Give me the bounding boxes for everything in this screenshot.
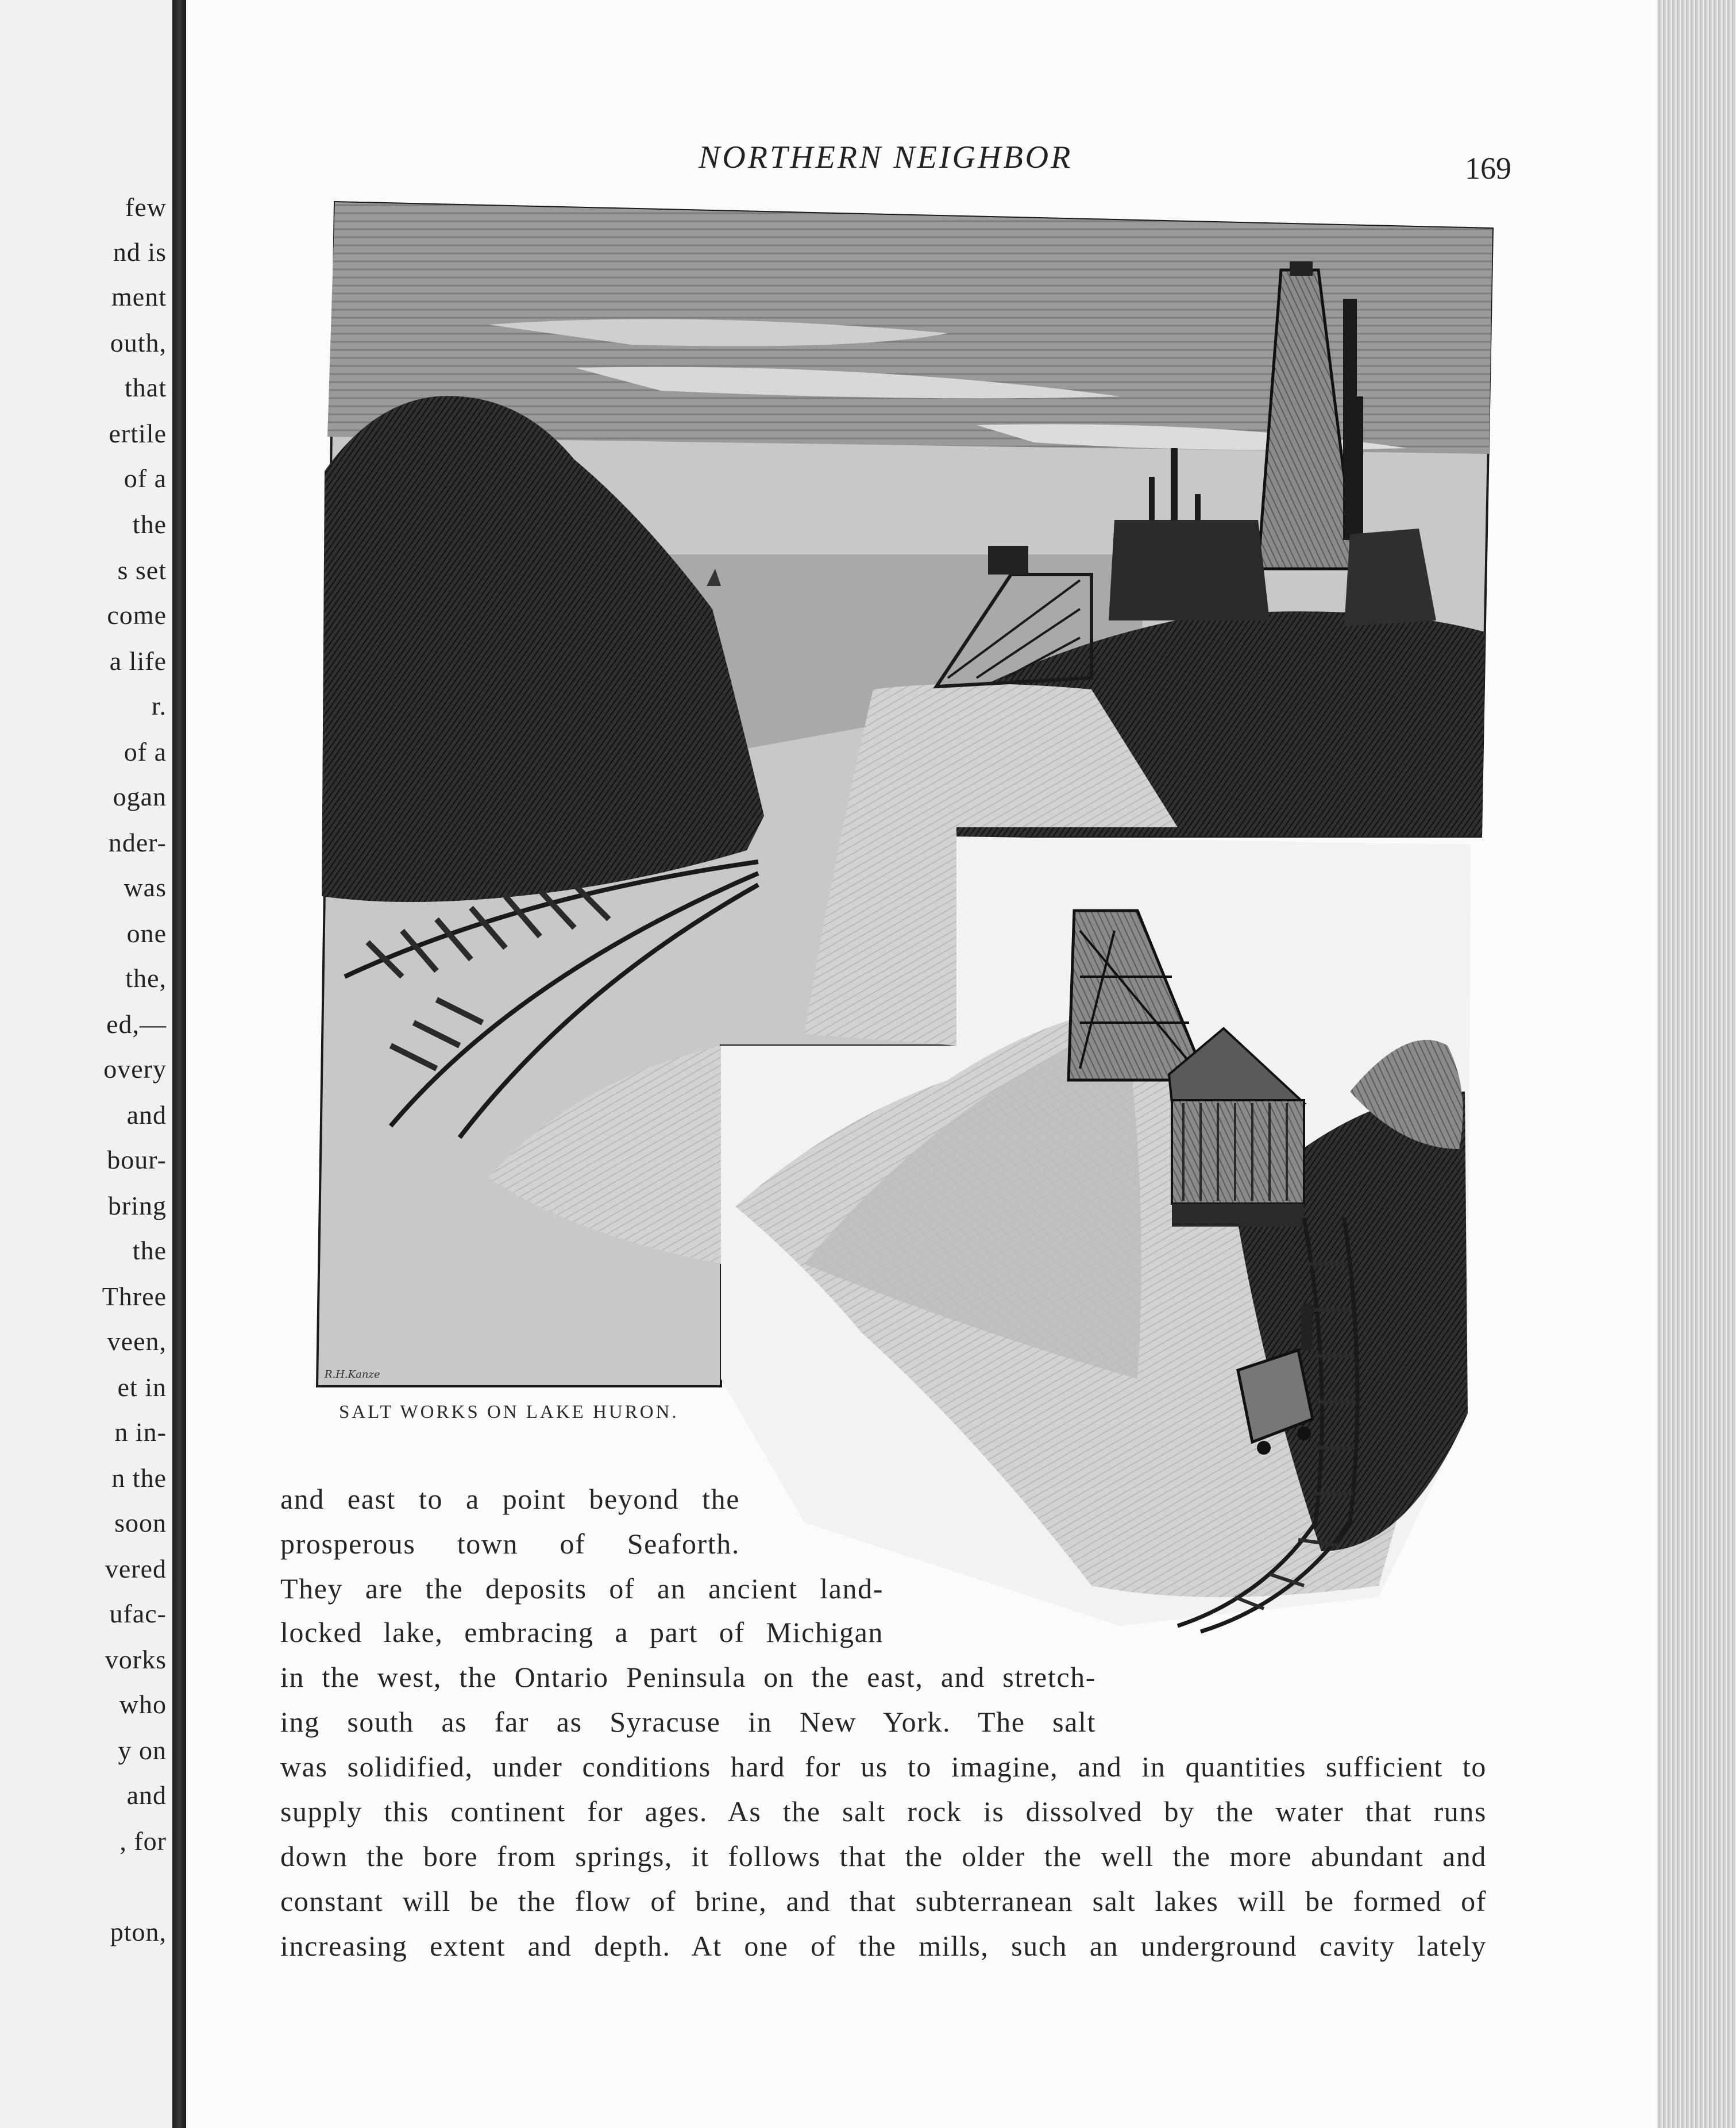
left-page-fragment: one — [126, 919, 167, 948]
left-page-fragment: nder- — [108, 828, 167, 857]
engraving-illustration — [310, 201, 1522, 1689]
left-page-fragment: few — [125, 192, 167, 222]
artist-signature: R.H.Kanze — [325, 1368, 380, 1381]
left-page-fragment: of a — [124, 464, 167, 493]
left-page-fragment: s set — [117, 556, 167, 585]
left-page-fragment: that — [125, 373, 167, 402]
body-text-line: increasing extent and depth. At one of the mills, such an underground cavity lately — [280, 1930, 1487, 1962]
left-page-fragment: bour- — [107, 1145, 167, 1174]
left-page-fragment: , for — [119, 1826, 167, 1856]
page-edges — [1657, 0, 1736, 2128]
book-gutter — [172, 0, 186, 2128]
left-page-fragment: outh, — [110, 328, 167, 357]
left-page-fragment: of a — [124, 737, 167, 766]
left-page-fragment: was — [124, 873, 167, 902]
illustration-caption: SALT WORKS ON LAKE HURON. — [339, 1402, 679, 1422]
body-text-line: down the bore from springs, it follows that the older the well the more abundant and — [280, 1840, 1487, 1872]
left-page-fragment: the — [132, 1236, 167, 1265]
left-page-fragment: et in — [117, 1373, 167, 1402]
left-page-fragment: ufac- — [109, 1599, 167, 1628]
left-page-fragment: overy — [103, 1054, 167, 1084]
body-text-line: in the west, the Ontario Peninsula on the east, and stretch- — [280, 1661, 1096, 1693]
left-page-fragment: ed,— — [106, 1009, 167, 1039]
left-page-fragment: soon — [114, 1508, 167, 1537]
left-page-fragment: ogan — [113, 782, 167, 811]
left-page-fragment: n the — [111, 1463, 167, 1493]
body-text-line: was solidified, under conditions hard for us to imagine, and in quantities sufficient to — [280, 1751, 1487, 1783]
left-page-fragment: a life — [109, 646, 167, 676]
body-text-line: prosperous town of Seaforth. — [280, 1528, 740, 1560]
left-page-fragment: the — [132, 510, 167, 539]
left-page-fragment: vered — [105, 1554, 167, 1583]
body-text-line: supply this continent for ages. As the salt rock is dissolved by the water that runs — [280, 1795, 1487, 1828]
left-page-fragment: n in- — [114, 1417, 167, 1447]
left-page-fragment: and — [126, 1780, 167, 1810]
left-page-fragment: y on — [118, 1736, 167, 1765]
left-page-fragment: come — [107, 600, 167, 630]
running-head: NORTHERN NEIGHBOR — [699, 140, 1073, 175]
left-page-fragment: Three — [102, 1282, 167, 1311]
page-number: 169 — [1465, 151, 1511, 186]
left-page — [0, 0, 172, 2128]
body-text-line: and east to a point beyond the — [280, 1483, 740, 1515]
left-page-fragment: who — [119, 1690, 167, 1719]
left-page-fragment: pton, — [110, 1917, 167, 1946]
left-page-fragment: the, — [125, 963, 167, 993]
left-page-fragment: r. — [151, 691, 167, 720]
left-page-fragment: and — [126, 1100, 167, 1129]
body-text-line: constant will be the flow of brine, and that subterranean salt lakes will be formed of — [280, 1885, 1487, 1917]
body-text-line: ing south as far as Syracuse in New York. The salt — [280, 1706, 1096, 1738]
left-page-fragment: bring — [107, 1191, 167, 1220]
body-text-line: locked lake, embracing a part of Michigan — [280, 1616, 884, 1648]
left-page-fragment: nd is — [113, 237, 167, 267]
left-page-fragment: veen, — [107, 1327, 167, 1356]
left-page-fragment: vorks — [105, 1645, 167, 1674]
left-page-fragment: ment — [111, 282, 167, 311]
body-text-line: They are the deposits of an ancient land- — [280, 1572, 884, 1605]
left-page-fragment: ertile — [109, 419, 167, 448]
